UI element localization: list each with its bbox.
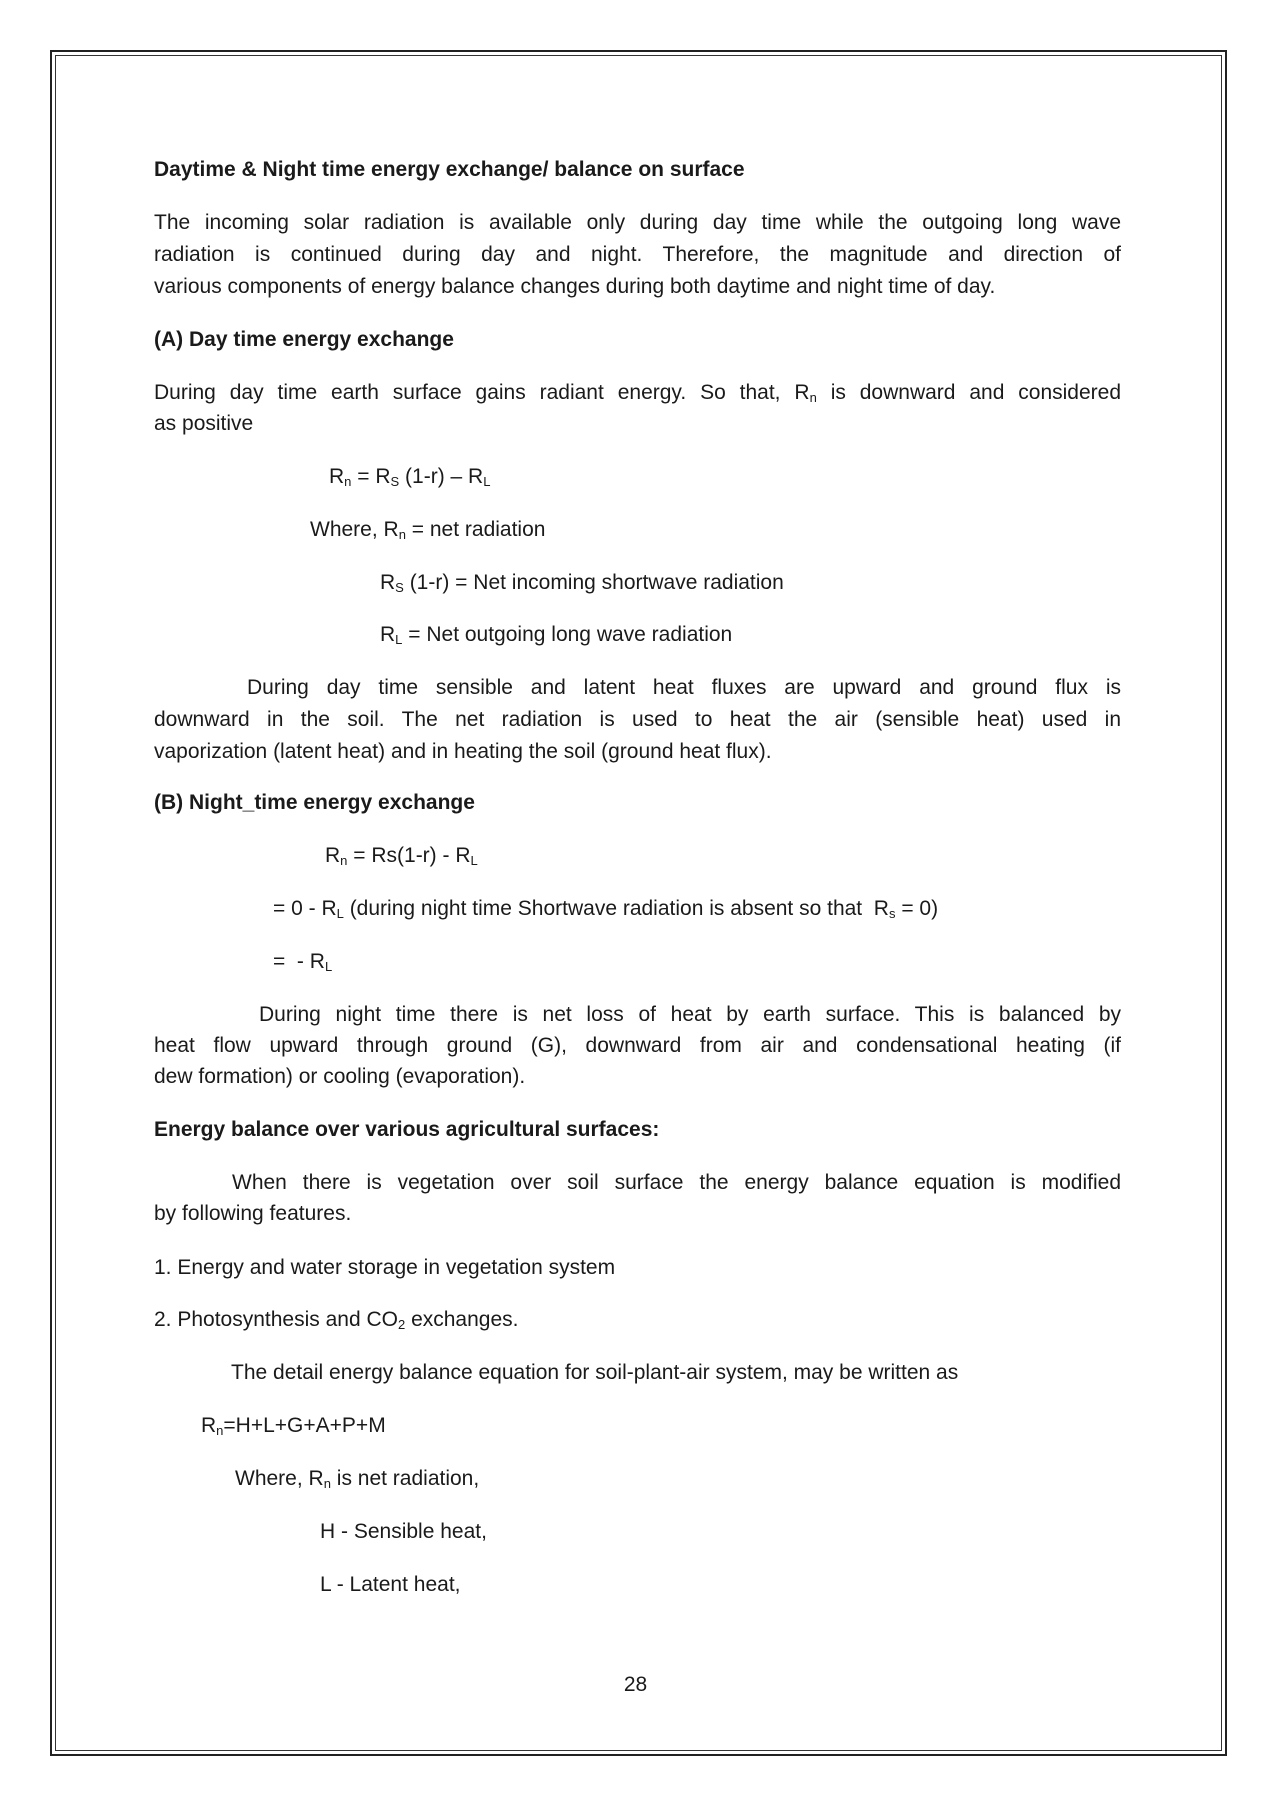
night-net-radiation-formula [325,840,478,871]
detail-equation-intro: The detail energy balance equation for soil-plant-air system, may be written as [231,1361,959,1384]
text: (1-r) = Net incoming shortwave radiation [403,571,784,594]
subscript: 2 [397,1316,406,1332]
intro-line: various components of energy balance changes during both daytime and night time of day. [154,275,996,298]
subscript: L [483,473,491,489]
text: R [325,844,341,867]
text: =H+L+G+A+P+M [223,1414,386,1437]
agri-intro-line: When there is vegetation over soil surface the energy balance equation is modified [232,1171,1121,1194]
section-heading: Daytime & Night time energy exchange/ balance on surface [154,158,745,181]
text: R [329,465,345,488]
text: exchanges. [405,1308,519,1331]
subscript: s [888,905,896,921]
day-net-radiation-formula [329,461,490,492]
subscript: n [398,526,406,542]
day-paragraph-line: as positive [154,412,254,435]
text: 2. Photosynthesis and CO [154,1308,398,1331]
energy-balance-equation [201,1410,386,1441]
text: = net radiation [405,518,546,541]
subscript: n [216,1422,224,1438]
feature-list-item [154,1304,518,1335]
day-fluxes-line: During day time sensible and latent heat fluxes are upward and ground flux is [247,676,1121,699]
text: (during night time Shortwave radiation is absent so that R [343,897,889,920]
subscript: n [323,1475,331,1491]
feature-list-item: 1. Energy and water storage in vegetation system [154,1256,616,1279]
day-paragraph-line [154,377,1121,408]
intro-line: The incoming solar radiation is available only during day time while the outgoing long wave [154,211,1121,234]
day-fluxes-line: downward in the soil. The net radiation is used to heat the air (sensible heat) used in [154,708,1121,731]
subscript: L [470,852,478,868]
page-number: 28 [623,1673,648,1696]
text: = R [351,465,391,488]
text: (1-r) – R [399,465,484,488]
where-shortwave [380,567,784,598]
text: Where, R [235,1467,324,1490]
text: = Rs(1-r) - R [347,844,471,867]
term-definition: L - Latent heat, [320,1573,461,1596]
text: R [380,623,396,646]
night-loss-line: dew formation) or cooling (evaporation). [154,1065,526,1088]
subscript: L [395,631,403,647]
day-fluxes-line: vaporization (latent heat) and in heating the soil (ground heat flux). [154,740,772,763]
text: During day time earth surface gains radiant energy. So that, R [154,381,810,404]
where-net-radiation [310,514,545,545]
subscript: n [340,852,348,868]
text: = Net outgoing long wave radiation [402,623,733,646]
subscript: n [344,473,352,489]
agri-section-title: Energy balance over various agricultural surfaces: [154,1118,660,1141]
agri-intro-line: by following features. [154,1202,352,1225]
text: is net radiation, [330,1467,480,1490]
subscript: L [324,958,333,974]
intro-line: radiation is continued during day and night. Therefore, the magnitude and direction of [154,243,1121,266]
night-formula-step [273,946,332,977]
text: Where, R [310,518,399,541]
night-loss-line: heat flow upward through ground (G), downward from air and condensational heating (if [154,1034,1121,1057]
text: = - R [273,950,325,973]
subscript: S [395,579,404,595]
where-longwave [380,619,732,650]
subscript: S [390,473,400,489]
where-net-radiation [235,1463,479,1494]
term-definition: H - Sensible heat, [320,1520,487,1543]
subscript: L [336,905,344,921]
text: is downward and considered [816,381,1121,404]
subscript: n [809,389,817,405]
night-formula-step [273,893,938,924]
night-section-title: (B) Night_time energy exchange [154,791,475,814]
text: R [380,571,396,594]
text: = 0) [895,897,939,920]
day-section-title: (A) Day time energy exchange [154,328,454,351]
night-loss-line: During night time there is net loss of heat by earth surface. This is balanced by [259,1003,1121,1026]
text: = 0 - R [273,897,337,920]
text: R [201,1414,217,1437]
